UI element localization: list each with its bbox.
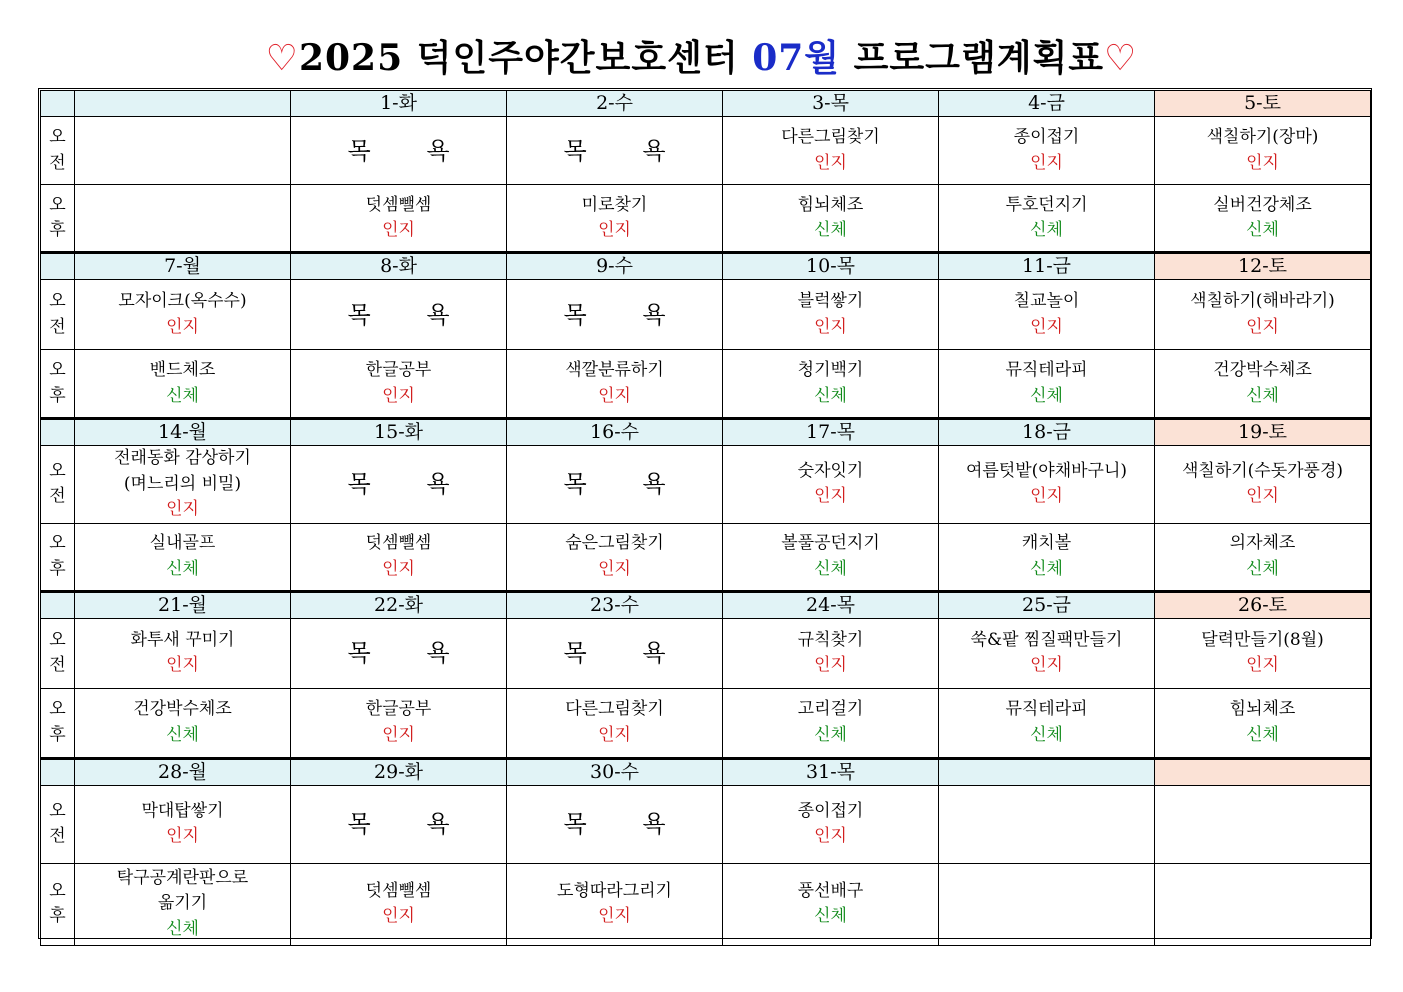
week-header-row xyxy=(41,253,1371,280)
activity-category: 인지 xyxy=(814,486,847,507)
schedule-cell xyxy=(1155,117,1371,185)
schedule-cell xyxy=(75,185,291,253)
activity-name: 실내골프 xyxy=(149,533,216,553)
schedule-cell xyxy=(507,863,723,945)
activity-name: 색칠하기(해바라기) xyxy=(1190,291,1335,311)
activity-category: 신체 xyxy=(814,220,847,240)
activity-category: 신체 xyxy=(166,558,199,579)
bath-activity: 목 욕 xyxy=(347,639,474,667)
schedule-cell xyxy=(75,863,291,945)
schedule-cell xyxy=(291,688,507,758)
schedule-cell xyxy=(507,350,723,419)
schedule-cell xyxy=(1155,618,1371,688)
slot-label-char: 전 xyxy=(49,316,66,337)
schedule-cell xyxy=(939,785,1155,863)
day-header: 11-금 xyxy=(939,253,1155,280)
activity-category: 인지 xyxy=(1246,655,1279,675)
activity-name: 미로찾기 xyxy=(581,194,648,215)
morning-label xyxy=(41,280,75,350)
schedule-cell xyxy=(507,185,723,253)
activity-category: 신체 xyxy=(814,558,847,579)
week-header-row xyxy=(41,91,1371,117)
schedule-cell xyxy=(507,618,723,688)
activity-name: 옮기기 xyxy=(157,893,208,914)
activity-category: 신체 xyxy=(1246,385,1279,406)
activity-category: 인지 xyxy=(1246,152,1279,173)
schedule-cell xyxy=(1155,280,1371,350)
bath-activity: 목 욕 xyxy=(563,470,690,499)
day-header: 18-금 xyxy=(939,419,1155,446)
schedule-cell xyxy=(507,688,723,758)
activity-name: 덧셈뺄셈 xyxy=(365,194,432,215)
morning-row xyxy=(41,280,1371,350)
activity-category: 인지 xyxy=(814,655,847,675)
schedule-cell xyxy=(939,350,1155,419)
header-corner xyxy=(41,758,75,785)
slot-label-char: 오 xyxy=(49,460,66,481)
activity-category: 신체 xyxy=(166,385,199,406)
day-header xyxy=(939,758,1155,785)
day-header xyxy=(1155,758,1371,785)
activity-name: 여름텃밭(야채바구니) xyxy=(965,460,1128,481)
schedule-cell xyxy=(723,863,939,945)
activity-category: 신체 xyxy=(1030,724,1063,745)
schedule-cell xyxy=(939,688,1155,758)
activity-category: 인지 xyxy=(1030,316,1063,337)
schedule-cell xyxy=(507,523,723,591)
activity-name: 한글공부 xyxy=(365,699,432,719)
activity-category: 인지 xyxy=(1246,486,1279,507)
activity-category: 인지 xyxy=(382,906,415,926)
header-corner xyxy=(41,591,75,618)
activity-name: 색칠하기(장마) xyxy=(1206,127,1319,147)
schedule-cell xyxy=(75,280,291,350)
bath-activity: 목 욕 xyxy=(563,136,690,165)
schedule-cell xyxy=(75,350,291,419)
day-header: 9-수 xyxy=(507,253,723,280)
title-suffix: 프로그램계획표 xyxy=(840,37,1105,79)
heart-right-icon: ♡ xyxy=(1104,38,1138,79)
activity-name: 규칙찾기 xyxy=(797,629,864,650)
title-month: 07월 xyxy=(752,37,841,79)
activity-name: 쑥&팥 찜질팩만들기 xyxy=(970,629,1123,650)
day-header: 26-토 xyxy=(1155,591,1371,618)
activity-category: 인지 xyxy=(1030,152,1063,173)
activity-name: 덧셈뺄셈 xyxy=(365,533,432,553)
bath-activity: 목 욕 xyxy=(563,300,690,329)
schedule-cell xyxy=(291,446,507,524)
morning-row xyxy=(41,446,1371,524)
activity-name: 건강박수체조 xyxy=(133,699,232,719)
activity-name: 고리걸기 xyxy=(797,699,864,719)
slot-label-char: 오 xyxy=(49,291,66,311)
slot-label-char: 전 xyxy=(49,486,66,507)
activity-category: 신체 xyxy=(814,724,847,745)
schedule-cell xyxy=(939,863,1155,945)
activity-name: 덧셈뺄셈 xyxy=(365,880,432,901)
header-corner xyxy=(41,91,75,117)
activity-category: 인지 xyxy=(382,385,415,406)
activity-name: 풍선배구 xyxy=(797,880,864,901)
activity-name: 모자이크(옥수수) xyxy=(118,291,247,311)
afternoon-label xyxy=(41,688,75,758)
afternoon-row xyxy=(41,688,1371,758)
schedule-cell xyxy=(723,280,939,350)
schedule-cell xyxy=(507,280,723,350)
slot-label-char: 오 xyxy=(49,629,66,650)
activity-category: 인지 xyxy=(382,220,415,240)
slot-label-char: 후 xyxy=(49,220,66,240)
activity-category: 인지 xyxy=(598,906,631,926)
day-header: 29-화 xyxy=(291,758,507,785)
program-calendar xyxy=(40,90,1371,946)
day-header: 23-수 xyxy=(507,591,723,618)
activity-name: (며느리의 비밀) xyxy=(123,473,242,494)
slot-label-char: 전 xyxy=(49,152,66,173)
schedule-cell xyxy=(75,785,291,863)
slot-label-char: 오 xyxy=(49,699,66,719)
day-header: 24-목 xyxy=(723,591,939,618)
schedule-cell xyxy=(75,618,291,688)
slot-label-char: 후 xyxy=(49,906,66,926)
schedule-cell xyxy=(75,523,291,591)
day-header: 14-월 xyxy=(75,419,291,446)
activity-name: 색칠하기(수돗가풍경) xyxy=(1181,460,1344,481)
activity-name: 실버건강체조 xyxy=(1213,194,1312,215)
schedule-cell xyxy=(723,618,939,688)
day-header: 22-화 xyxy=(291,591,507,618)
day-header: 5-토 xyxy=(1155,91,1371,117)
activity-category: 인지 xyxy=(814,826,847,846)
schedule-cell xyxy=(1155,785,1371,863)
activity-category: 인지 xyxy=(598,724,631,745)
activity-name: 전래동화 감상하기 xyxy=(114,448,251,468)
morning-label xyxy=(41,446,75,524)
activity-name: 탁구공계란판으로 xyxy=(116,867,249,888)
bath-activity: 목 욕 xyxy=(347,470,474,499)
schedule-cell xyxy=(939,117,1155,185)
schedule-cell xyxy=(1155,185,1371,253)
day-header: 3-목 xyxy=(723,91,939,117)
slot-label-char: 오 xyxy=(49,533,66,553)
activity-name: 볼풀공던지기 xyxy=(781,533,880,553)
morning-label xyxy=(41,117,75,185)
activity-name: 뮤직테라피 xyxy=(1005,360,1088,380)
schedule-cell xyxy=(75,688,291,758)
afternoon-row xyxy=(41,350,1371,419)
activity-name: 캐치볼 xyxy=(1021,533,1072,553)
schedule-cell xyxy=(291,350,507,419)
schedule-cell xyxy=(291,863,507,945)
day-header: 30-수 xyxy=(507,758,723,785)
activity-category: 신체 xyxy=(1246,558,1279,579)
activity-category: 인지 xyxy=(166,316,199,337)
header-corner xyxy=(41,419,75,446)
activity-category: 신체 xyxy=(814,906,847,926)
schedule-cell xyxy=(723,446,939,524)
afternoon-row xyxy=(41,523,1371,591)
activity-name: 한글공부 xyxy=(365,360,432,380)
schedule-cell xyxy=(1155,863,1371,945)
page-title xyxy=(0,30,1403,81)
activity-category: 신체 xyxy=(1030,558,1063,579)
slot-label-char: 오 xyxy=(49,360,66,380)
activity-name: 블럭쌓기 xyxy=(797,291,864,311)
schedule-cell xyxy=(291,117,507,185)
week-header-row xyxy=(41,419,1371,446)
activity-category: 인지 xyxy=(166,826,199,846)
activity-name: 색깔분류하기 xyxy=(565,360,664,380)
day-header: 8-화 xyxy=(291,253,507,280)
schedule-cell xyxy=(939,280,1155,350)
activity-category: 신체 xyxy=(1030,220,1063,240)
day-header: 31-목 xyxy=(723,758,939,785)
schedule-cell xyxy=(939,446,1155,524)
activity-name: 달력만들기(8월) xyxy=(1201,629,1324,650)
activity-category: 인지 xyxy=(1246,316,1279,337)
schedule-cell xyxy=(1155,688,1371,758)
schedule-cell xyxy=(939,185,1155,253)
activity-name: 종이접기 xyxy=(1013,127,1080,147)
schedule-cell xyxy=(939,523,1155,591)
schedule-cell xyxy=(291,280,507,350)
bath-activity: 목 욕 xyxy=(563,810,690,838)
activity-category: 인지 xyxy=(598,220,631,240)
schedule-cell xyxy=(291,523,507,591)
slot-label-char: 전 xyxy=(49,826,66,846)
activity-name: 막대탑쌓기 xyxy=(141,800,224,821)
day-header: 21-월 xyxy=(75,591,291,618)
day-header: 4-금 xyxy=(939,91,1155,117)
bath-activity: 목 욕 xyxy=(347,136,474,165)
activity-category: 인지 xyxy=(382,724,415,745)
afternoon-label xyxy=(41,350,75,419)
slot-label-char: 후 xyxy=(49,724,66,745)
afternoon-label xyxy=(41,185,75,253)
day-header: 10-목 xyxy=(723,253,939,280)
activity-category: 인지 xyxy=(166,655,199,675)
activity-name: 종이접기 xyxy=(797,800,864,821)
slot-label-char: 오 xyxy=(49,800,66,821)
activity-name: 다른그림찾기 xyxy=(565,699,664,719)
schedule-cell xyxy=(723,117,939,185)
schedule-cell xyxy=(723,350,939,419)
slot-label-char: 후 xyxy=(49,558,66,579)
activity-category: 신체 xyxy=(1030,385,1063,406)
schedule-cell xyxy=(723,523,939,591)
activity-category: 신체 xyxy=(1246,724,1279,745)
activity-category: 신체 xyxy=(814,385,847,406)
activity-category: 인지 xyxy=(382,558,415,579)
activity-category: 인지 xyxy=(1030,486,1063,507)
activity-category: 인지 xyxy=(598,385,631,406)
activity-name: 숫자잇기 xyxy=(797,460,864,481)
day-header: 1-화 xyxy=(291,91,507,117)
afternoon-row xyxy=(41,863,1371,945)
day-header: 12-토 xyxy=(1155,253,1371,280)
activity-name: 칠교놀이 xyxy=(1013,291,1080,311)
activity-category: 신체 xyxy=(166,918,199,939)
bath-activity: 목 욕 xyxy=(347,300,474,329)
title-prefix: 2025 덕인주야간보호센터 xyxy=(298,37,753,79)
header-corner xyxy=(41,253,75,280)
schedule-cell xyxy=(723,785,939,863)
activity-name: 뮤직테라피 xyxy=(1005,699,1088,719)
day-header: 7-월 xyxy=(75,253,291,280)
schedule-cell xyxy=(507,446,723,524)
heart-left-icon: ♡ xyxy=(265,38,299,79)
afternoon-row xyxy=(41,185,1371,253)
slot-label-char: 후 xyxy=(49,385,66,406)
schedule-cell xyxy=(1155,523,1371,591)
schedule-cell xyxy=(1155,446,1371,524)
activity-name: 의자체조 xyxy=(1229,533,1296,553)
activity-name: 힘뇌체조 xyxy=(1229,699,1296,719)
activity-category: 인지 xyxy=(598,558,631,579)
activity-name: 도형따라그리기 xyxy=(557,880,672,901)
day-header: 25-금 xyxy=(939,591,1155,618)
day-header: 19-토 xyxy=(1155,419,1371,446)
activity-name: 숨은그림찾기 xyxy=(565,533,664,553)
day-header: 28-월 xyxy=(75,758,291,785)
activity-category: 인지 xyxy=(166,499,199,519)
bath-activity: 목 욕 xyxy=(563,639,690,667)
day-header: 15-화 xyxy=(291,419,507,446)
activity-name: 건강박수체조 xyxy=(1213,360,1312,380)
day-header: 16-수 xyxy=(507,419,723,446)
schedule-cell xyxy=(75,446,291,524)
schedule-cell xyxy=(723,688,939,758)
afternoon-label xyxy=(41,523,75,591)
activity-name: 다른그림찾기 xyxy=(781,127,880,147)
day-header: 17-목 xyxy=(723,419,939,446)
activity-name: 투호던지기 xyxy=(1005,194,1088,215)
day-header: 2-수 xyxy=(507,91,723,117)
week-header-row xyxy=(41,591,1371,618)
bath-activity: 목 욕 xyxy=(347,810,474,838)
schedule-cell xyxy=(1155,350,1371,419)
activity-name: 밴드체조 xyxy=(149,360,216,380)
activity-category: 인지 xyxy=(814,152,847,173)
morning-row xyxy=(41,117,1371,185)
morning-row xyxy=(41,618,1371,688)
slot-label-char: 전 xyxy=(49,655,66,675)
schedule-cell xyxy=(291,785,507,863)
schedule-cell xyxy=(507,785,723,863)
schedule-cell xyxy=(75,117,291,185)
schedule-cell xyxy=(939,618,1155,688)
slot-label-char: 오 xyxy=(49,194,66,215)
activity-name: 청기백기 xyxy=(797,360,864,380)
afternoon-label xyxy=(41,863,75,945)
activity-category: 신체 xyxy=(1246,220,1279,240)
activity-category: 인지 xyxy=(1030,655,1063,675)
morning-label xyxy=(41,618,75,688)
morning-label xyxy=(41,785,75,863)
activity-name: 화투새 꾸미기 xyxy=(130,629,235,650)
slot-label-char: 오 xyxy=(49,880,66,901)
activity-name: 힘뇌체조 xyxy=(797,194,864,215)
activity-category: 신체 xyxy=(166,724,199,745)
slot-label-char: 오 xyxy=(49,127,66,147)
day-header xyxy=(75,91,291,117)
week-header-row xyxy=(41,758,1371,785)
schedule-cell xyxy=(507,117,723,185)
schedule-cell xyxy=(291,618,507,688)
activity-category: 인지 xyxy=(814,316,847,337)
morning-row xyxy=(41,785,1371,863)
schedule-cell xyxy=(723,185,939,253)
schedule-cell xyxy=(291,185,507,253)
